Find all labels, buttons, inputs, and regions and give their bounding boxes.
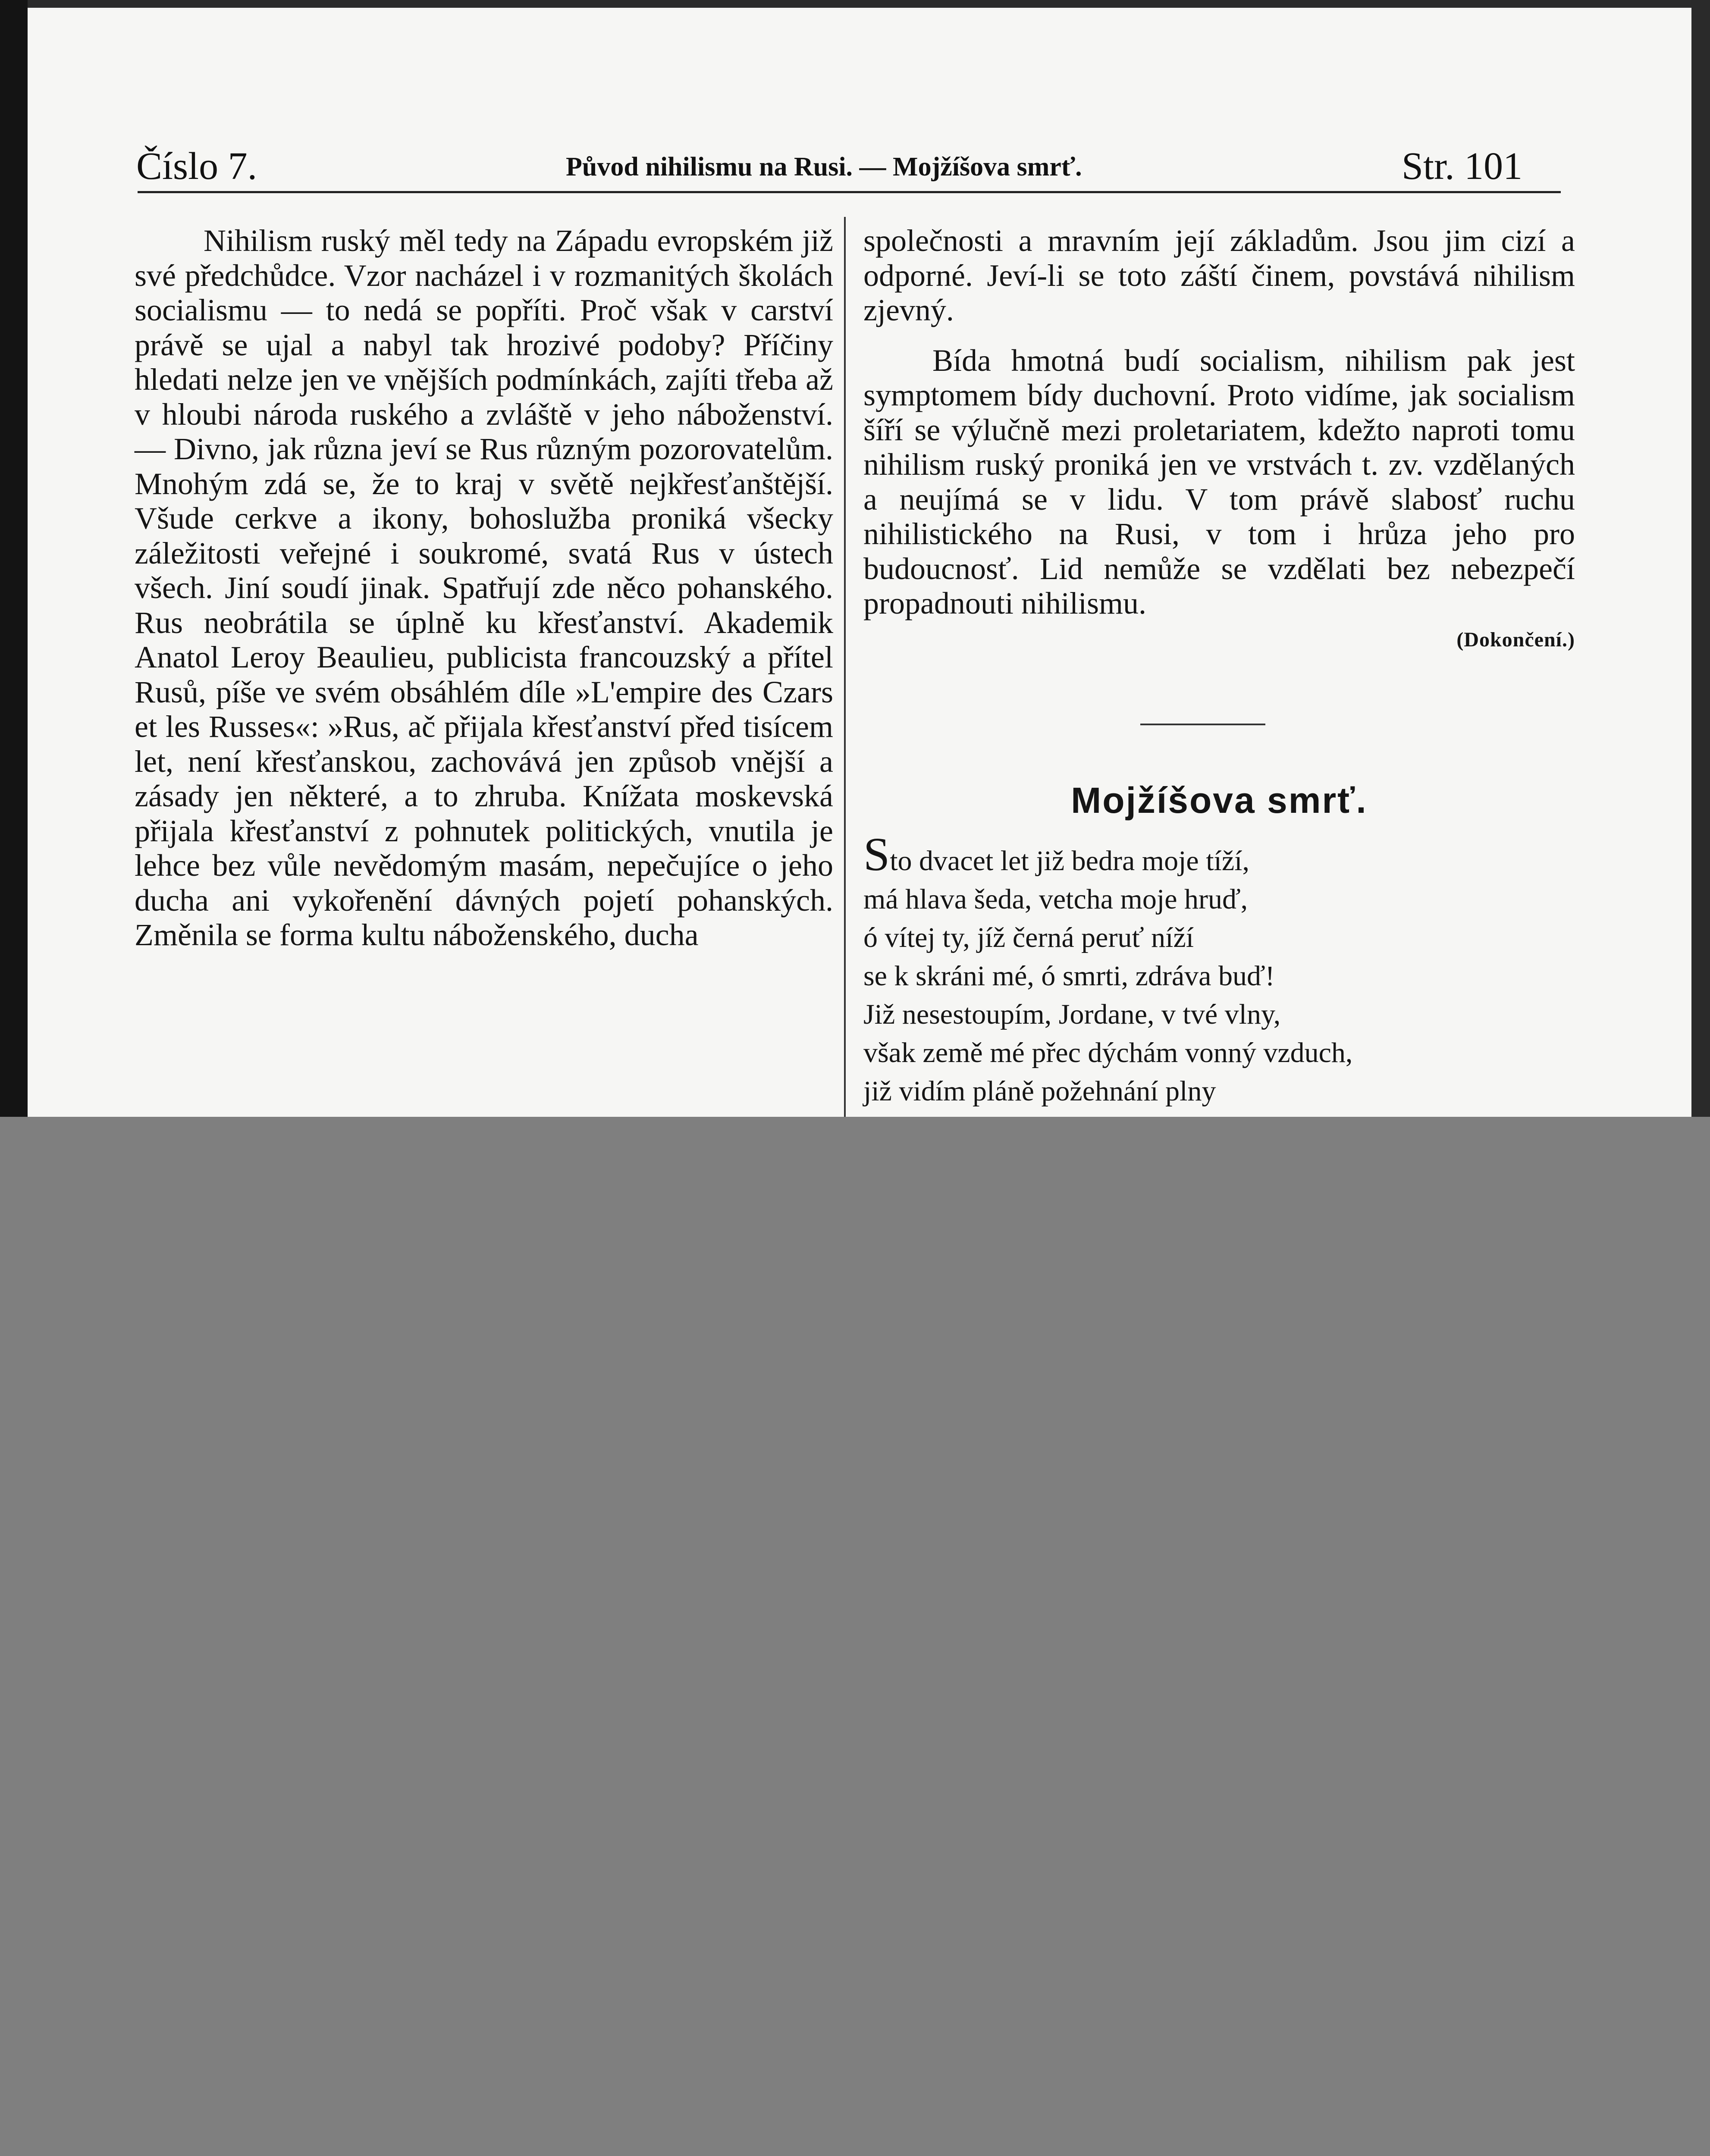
continued-note: (Dokončení.) — [1456, 628, 1575, 651]
article-paragraph-continued: společnosti a mravním její základům. Jsou jim cizí a odporné. Jeví-li se toto záští činem, povstává nihilism zjevný. — [863, 223, 1575, 327]
drop-initial: S — [863, 828, 890, 881]
poem-line: ó vítej ty, jíž černá peruť níží — [863, 922, 1194, 953]
poem-line: Již nesestoupím, Jordane, v tvé vlny, — [863, 999, 1281, 1030]
article-paragraph-final: Bída hmotná budí socialism, nihilism pak jest symptomem bídy duchovní. Proto vidíme, jak socialism šíří se výlučně mezi proletariatem, kdežto naproti tomu nihilism ruský proniká jen ve vrstvách t. zv. vzdělaných a neujímá se v lidu. V tom právě slabosť ruchu nihilistického na Rusi, v tom i hrůza jeho pro budoucnosť. Lid nemůže se vzdělati bez nebezpečí propadnouti nihilismu. — [863, 343, 1575, 620]
scan-right-edge — [1691, 0, 1710, 1117]
header-rule — [138, 191, 1561, 193]
poem-line: však země mé přec dýchám vonný vzduch, — [863, 1037, 1353, 1069]
poem-line: se k skráni mé, ó smrti, zdráva buď! — [863, 960, 1275, 992]
poem-line — [863, 828, 1575, 881]
poem-title: Mojžíšova smrť. — [1071, 780, 1368, 821]
page-number: Str. 101 — [1402, 145, 1523, 188]
scan-left-edge — [0, 0, 28, 1117]
running-title: Původ nihilismu na Rusi. — Mojžíšova smrť. — [566, 152, 1082, 182]
page-sheet — [28, 8, 1691, 1117]
left-column — [135, 223, 833, 953]
poem-line: již vidím pláně požehnání plny — [863, 1075, 1216, 1107]
issue-number: Číslo 7. — [136, 145, 257, 188]
poem-line: má hlava šeda, vetcha moje hruď, — [863, 884, 1248, 915]
right-column — [863, 223, 1575, 657]
poem — [863, 828, 1575, 1110]
column-divider — [844, 217, 846, 1117]
section-divider — [1140, 724, 1265, 725]
poem-line-text: to dvacet let již bedra moje tíží, — [890, 845, 1250, 877]
article-paragraph: Nihilism ruský měl tedy na Západu evropském již své předchůdce. Vzor nacházel i v rozmanitých školách socialismu — to nedá se popříti. Proč však v carství právě se ujal a nabyl tak hrozivé podoby? Příčiny hledati nelze jen ve vnějších podmínkách, zajíti třeba až v hloubi národa ruského a zvláště v jeho náboženství. — Divno, jak různa jeví se Rus různým pozorovatelům. Mnohým zdá se, že to kraj v světě nejkřesťanštější. Všude cerkve a ikony, bohoslužba proniká všecky záležitosti veřejné i soukromé, svatá Rus v ústech všech. Jiní soudí jinak. Spatřují zde něco pohanského. Rus neobrátila se úplně ku křesťanství. Akademik Anatol Leroy Beaulieu, publicista francouzský a přítel Rusů, píše ve svém obsáhlém díle »L'empire des Czars et les Russes«: »Rus, ač přijala křesťanství před tisícem let, není křesťanskou, zachovává jen způsob vnější a zásady jen některé, a to zhruba. Knížata moskevská přijala křesťanství z pohnutek politických, vnutila je lehce bez vůle nevědomým masám, nepečujíce o jeho ducha ani vykořenění dávných pojetí pohanských. Změnila se forma kultu náboženského, ducha — [135, 223, 833, 952]
scan-top-edge — [0, 0, 1710, 8]
